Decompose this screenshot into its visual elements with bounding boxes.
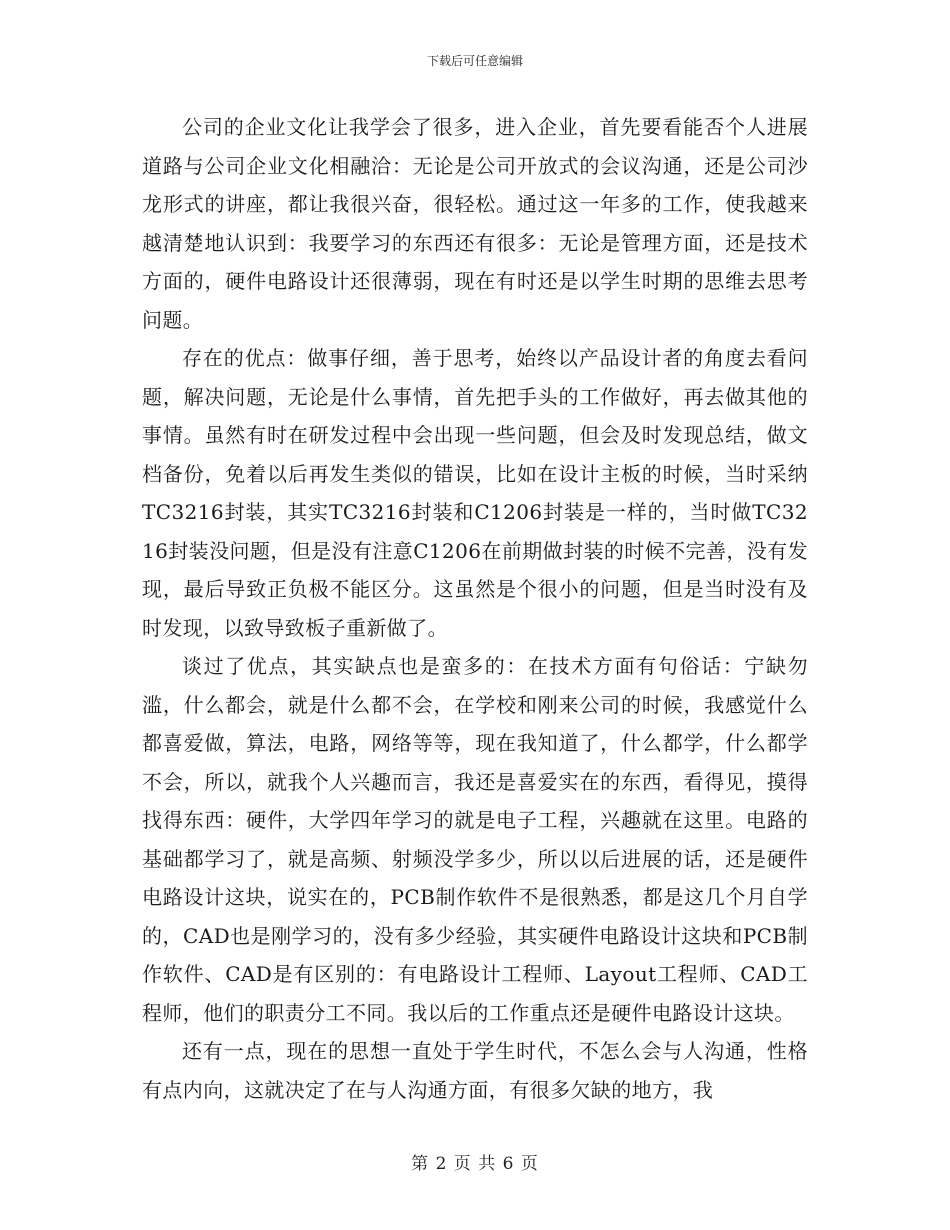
- paragraph-communication: 还有一点，现在的思想一直处于学生时代，不怎么会与人沟通，性格有点内向，这就决定了在与人沟通方面，有很多欠缺的地方，我: [142, 1039, 808, 1102]
- paragraph-weaknesses: 谈过了优点，其实缺点也是蛮多的：在技术方面有句俗话：宁缺勿滥，什么都会，就是什么都不会，在学校和刚来公司的时候，我感觉什么都喜爱做，算法，电路，网络等等，现在我知道了，什么都学，什么都学不会，所以，就我个人兴趣而言，我还是喜爱实在的东西，看得见，摸得找得东西：硬件，大学四年学习的就是电子工程，兴趣就在这里。电路的基础都学习了，就是高频、射频没学多少，所以以后进展的话，还是硬件电路设计这块，说实在的，PCB制作软件不是很熟悉，都是这几个月自学的，CAD也是刚学习的，没有多少经验，其实硬件电路设计这块和PCB制作软件、CAD是有区别的：有电路设计工程师、Layout工程师、CAD工程师，他们的职责分工不同。我以后的工作重点还是硬件电路设计这块。: [142, 654, 808, 1025]
- page-footer: 第 2 页 共 6 页: [411, 1154, 539, 1174]
- paragraph-company-culture: 公司的企业文化让我学会了很多，进入企业，首先要看能否个人进展道路与公司企业文化相融洽：无论是公司开放式的会议沟通，还是公司沙龙形式的讲座，都让我很兴奋，很轻松。通过这一年多的工作，使我越来越清楚地认识到：我要学习的东西还有很多：无论是管理方面，还是技术方面的，硬件电路设计还很薄弱，现在有时还是以学生时期的思维去思考问题。: [142, 115, 808, 332]
- paragraph-strengths: 存在的优点：做事仔细，善于思考，始终以产品设计者的角度去看问题，解决问题，无论是什么事情，首先把手头的工作做好，再去做其他的事情。虽然有时在研发过程中会出现一些问题，但会及时发现总结，做文档备份，免着以后再发生类似的错误，比如在设计主板的时候，当时采纳TC3216封装，其实TC3216封装和C1206封装是一样的，当时做TC3216封装没问题，但是没有注意C1206在前期做封装的时候不完善，没有发现，最后导致正负极不能区分。这虽然是个很小的问题，但是当时没有及时发现，以致导致板子重新做了。: [142, 346, 808, 640]
- page-header: 下载后可任意编辑: [426, 54, 523, 68]
- document-body: [142, 108, 808, 1109]
